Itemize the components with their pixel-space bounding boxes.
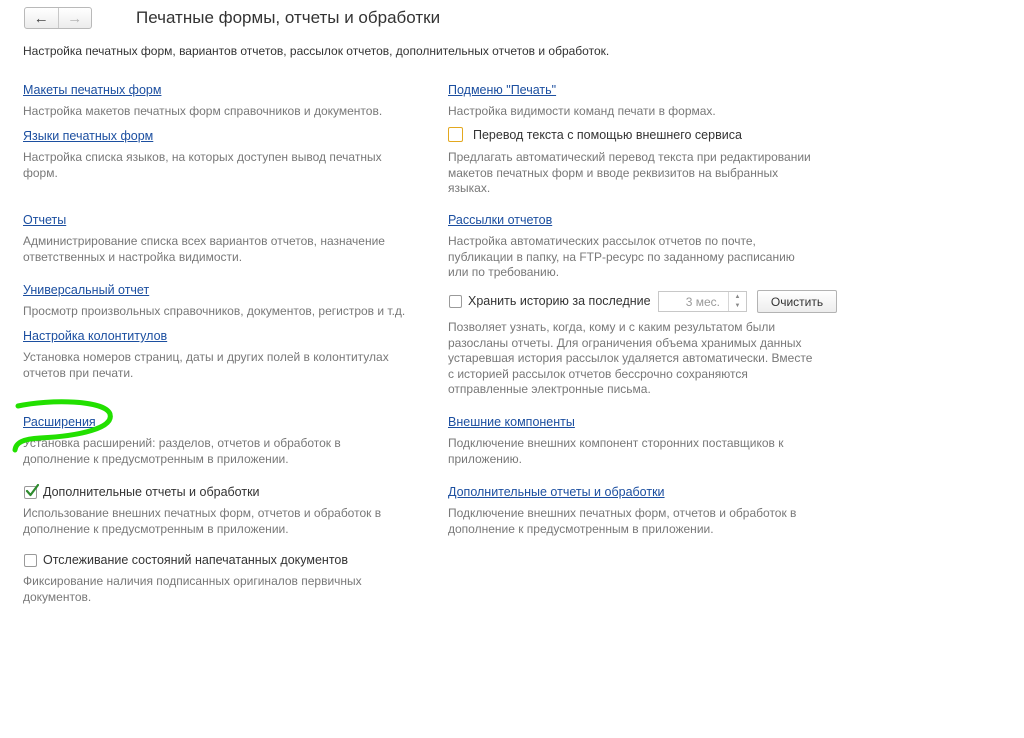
- desc-line: языках.: [448, 181, 491, 195]
- back-button[interactable]: [25, 8, 58, 28]
- desc-line: Предлагать автоматический перевод текста при редактировании: [448, 150, 811, 164]
- page-subtitle: Настройка печатных форм, вариантов отчетов, рассылок отчетов, дополнительных отчетов и обработок.: [23, 44, 610, 58]
- history-period-input[interactable]: [658, 291, 747, 312]
- universal-report-link[interactable]: Универсальный отчет: [23, 283, 150, 297]
- desc-line: макетов печатных форм и вводе реквизитов на выбранных: [448, 165, 779, 180]
- tracking-checkbox[interactable]: [24, 554, 37, 567]
- checkmark-icon: [25, 484, 39, 498]
- desc-line: разосланы отчеты. Для ограничения объема хранимых данных: [448, 335, 802, 350]
- translation-desc: [448, 150, 811, 197]
- tracking-desc: [23, 574, 362, 605]
- desc-line: форм.: [23, 165, 58, 180]
- desc-line: отправленные электронные письма.: [448, 382, 651, 396]
- spin-down-icon[interactable]: ▼: [734, 303, 741, 310]
- print-languages-link[interactable]: Языки печатных форм: [23, 129, 154, 143]
- reports-desc: [23, 234, 385, 265]
- report-mailings-link[interactable]: Рассылки отчетов: [448, 213, 553, 227]
- reports-link[interactable]: Отчеты: [23, 213, 67, 227]
- desc-line: Подключение внешних печатных форм, отчетов и обработок в: [448, 506, 797, 520]
- print-submenu-desc: Настройка видимости команд печати в формах.: [448, 104, 716, 118]
- desc-line: Подключение внешних компонент сторонних поставщиков к: [448, 436, 784, 450]
- desc-line: Настройка списка языков, на которых доступен вывод печатных: [23, 150, 382, 164]
- translation-label[interactable]: Перевод текста с помощью внешнего сервиса: [473, 128, 742, 142]
- spin-buttons[interactable]: [728, 292, 746, 311]
- history-label[interactable]: Хранить историю за последние: [468, 294, 651, 308]
- external-components-link[interactable]: Внешние компоненты: [448, 415, 575, 429]
- headers-footers-desc: [23, 350, 389, 381]
- print-languages-desc: [23, 150, 382, 181]
- spin-up-icon[interactable]: ▲: [734, 293, 741, 300]
- forward-button[interactable]: [58, 8, 92, 28]
- desc-line: Администрирование списка всех вариантов отчетов, назначение: [23, 234, 385, 248]
- navigation-buttons: [24, 7, 92, 29]
- extensions-desc: [23, 436, 341, 467]
- desc-line: дополнение к предусмотренным в приложении.: [23, 451, 289, 466]
- additional-reports-link-desc: [448, 506, 796, 537]
- desc-line: Фиксирование наличия подписанных оригиналов первичных: [23, 574, 362, 588]
- external-components-desc: [448, 436, 783, 467]
- desc-line: приложению.: [448, 451, 522, 466]
- desc-line: ответственных и настройка видимости.: [23, 249, 243, 264]
- desc-line: документов.: [23, 589, 92, 604]
- additional-reports-link[interactable]: Дополнительные отчеты и обработки: [448, 485, 665, 499]
- desc-line: Установка расширений: разделов, отчетов и обработок в: [23, 436, 341, 450]
- desc-line: Использование внешних печатных форм, отчетов и обработок в: [23, 506, 382, 520]
- arrow-right-icon: →: [67, 9, 83, 27]
- additional-reports-label[interactable]: Дополнительные отчеты и обработки: [43, 485, 260, 499]
- desc-line: или по требованию.: [448, 265, 560, 279]
- universal-report-desc: Просмотр произвольных справочников, документов, регистров и т.д.: [23, 304, 406, 318]
- desc-line: дополнение к предусмотренным в приложении.: [23, 521, 289, 536]
- desc-line: публикации в папку, на FTP-ресурс по заданному расписанию: [448, 249, 795, 264]
- headers-footers-link[interactable]: Настройка колонтитулов: [23, 329, 168, 343]
- arrow-left-icon: ←: [33, 9, 49, 27]
- history-desc: [448, 320, 812, 398]
- translation-checkbox[interactable]: [448, 127, 463, 142]
- desc-line: устаревшая история рассылок удаляется автоматически. Вместе: [448, 351, 813, 365]
- desc-line: отчетов при печати.: [23, 365, 134, 380]
- tracking-label[interactable]: Отслеживание состояний напечатанных документов: [43, 553, 348, 567]
- report-mailings-desc: [448, 234, 795, 281]
- print-layouts-link[interactable]: Макеты печатных форм: [23, 83, 162, 97]
- desc-line: дополнение к предусмотренным в приложении.: [448, 521, 714, 536]
- page-title: Печатные формы, отчеты и обработки: [136, 8, 441, 27]
- history-checkbox[interactable]: [449, 295, 462, 308]
- desc-line: Установка номеров страниц, даты и других полей в колонтитулах: [23, 350, 389, 364]
- clear-history-button[interactable]: Очистить: [757, 290, 837, 313]
- extensions-link[interactable]: Расширения: [23, 415, 96, 429]
- print-submenu-link[interactable]: Подменю "Печать": [448, 83, 557, 97]
- additional-reports-desc: [23, 506, 381, 537]
- desc-line: с историей рассылок отчетов бессрочно сохраняются: [448, 366, 748, 381]
- history-period-value: 3 мес.: [685, 295, 720, 309]
- desc-line: Позволяет узнать, когда, кому и с каким результатом были: [448, 320, 776, 334]
- desc-line: Настройка автоматических рассылок отчетов по почте,: [448, 234, 756, 248]
- print-layouts-desc: Настройка макетов печатных форм справочников и документов.: [23, 104, 383, 118]
